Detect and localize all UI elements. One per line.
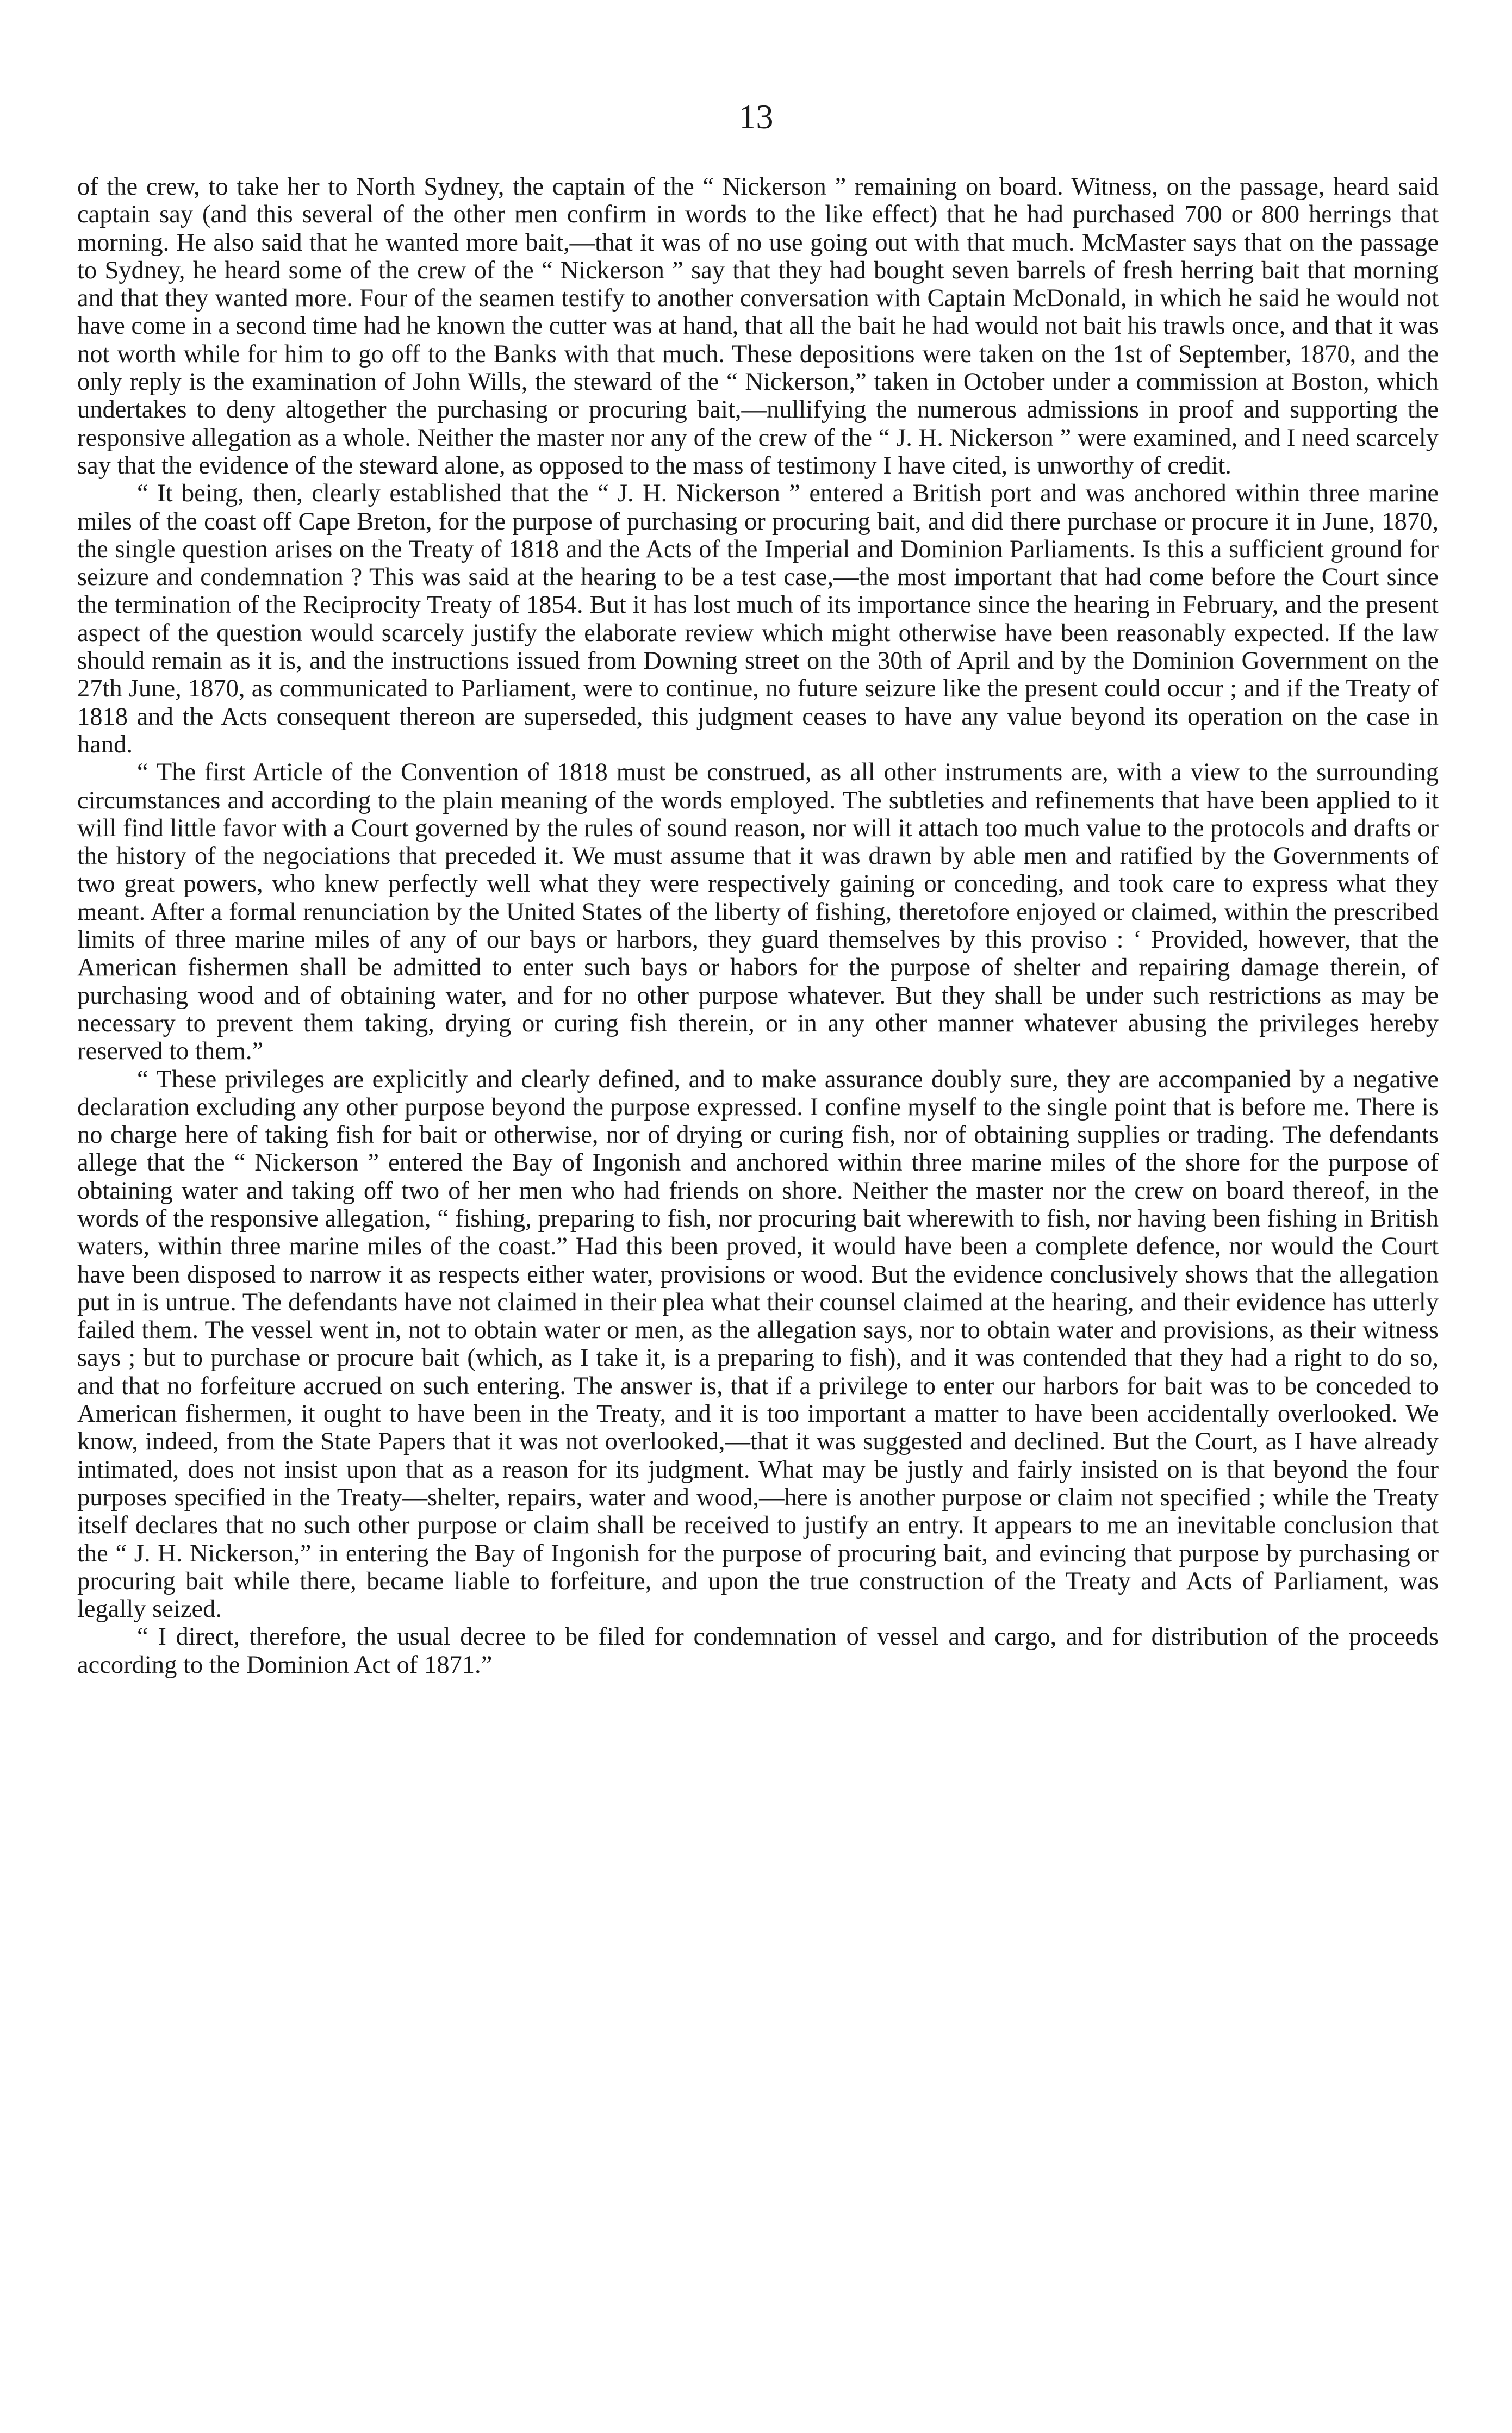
paragraph-clearly-established: “ It being, then, clearly established that the “ J. H. Nickerson ” entered a British port and was anchored within three marine miles of the coast off Cape Breton, for the purpose of purchasing or procuring bait, and did there purchase or procure it in June, 1870, the single question arises on the Treaty of 1818 and the Acts of the Imperial and Dominion Parliaments. Is this a sufficient ground for seizure and condemnation ? This was said at the hearing to be a test case,—the most important that had come before the Court since the termination of the Reciprocity Treaty of 1854. But it has lost much of its importance since the hearing in February, and the present aspect of the question would scarcely justify the elaborate review which might otherwise have been reasonably expected. If the law should remain as it is, and the instructions issued from Downing street on the 30th of April and by the Dominion Government on the 27th June, 1870, as communicated to Parliament, were to continue, no future seizure like the present could occur ; and if the Treaty of 1818 and the Acts consequent thereon are superseded, this judgment ceases to have any value beyond its operation on the case in hand. bbox=[77, 480, 1439, 758]
paragraph-continuation: of the crew, to take her to North Sydney, the captain of the “ Nickerson ” remaining on board. Witness, on the passage, heard said captain say (and this several of the other men confirm in words to the like effect) that he had purchased 700 or 800 herrings that morning. He also said that he wanted more bait,—that it was of no use going out with that much. McMaster says that on the passage to Sydney, he heard some of the crew of the “ Nickerson ” say that they had bought seven barrels of fresh herring bait that morning and that they wanted more. Four of the seamen testify to another conversation with Captain McDonald, in which he said he would not have come in a second time had he known the cutter was at hand, that all the bait he had would not bait his trawls once, and that it was not worth while for him to go off to the Banks with that much. These depositions were taken on the 1st of September, 1870, and the only reply is the examination of John Wills, the steward of the “ Nickerson,” taken in October under a commission at Boston, which undertakes to deny altogether the purchasing or procuring bait,—nullifying the numerous admissions in proof and supporting the responsive allegation as a whole. Neither the master nor any of the crew of the “ J. H. Nickerson ” were examined, and I need scarcely say that the evidence of the steward alone, as opposed to the mass of testimony I have cited, is unworthy of credit. bbox=[77, 173, 1439, 480]
paragraph-decree: “ I direct, therefore, the usual decree to be filed for condemnation of vessel and cargo, and for distribution of the proceeds according to the Dominion Act of 1871.” bbox=[77, 1623, 1439, 1679]
paragraph-convention-1818: “ The first Article of the Convention of 1818 must be construed, as all other instruments are, with a view to the surrounding circumstances and according to the plain meaning of the words employed. The subtleties and refinements that have been applied to it will find little favor with a Court governed by the rules of sound reason, nor will it attach too much value to the protocols and drafts or the history of the negociations that preceded it. We must assume that it was drawn by able men and ratified by the Governments of two great powers, who knew perfectly well what they were respectively gaining or conceding, and took care to express what they meant. After a formal renunciation by the United States of the liberty of fishing, theretofore enjoyed or claimed, within the prescribed limits of three marine miles of any of our bays or harbors, they guard themselves by this proviso : ‘ Provided, however, that the American fishermen shall be admitted to enter such bays or habors for the purpose of shelter and repairing damage therein, of purchasing wood and of obtaining water, and for no other purpose whatever. But they shall be under such restrictions as may be necessary to prevent them taking, drying or curing fish therein, or in any other manner whatever abusing the privileges hereby reserved to them.” bbox=[77, 758, 1439, 1066]
body-text bbox=[77, 173, 1439, 1679]
paragraph-privileges-defined: “ These privileges are explicitly and clearly defined, and to make assurance doubly sure, they are accompanied by a negative declaration excluding any other purpose beyond the purpose expressed. I confine myself to the single point that is before me. There is no charge here of taking fish for bait or otherwise, nor of drying or curing fish, nor of obtaining supplies or trading. The defendants allege that the “ Nickerson ” entered the Bay of Ingonish and anchored within three marine miles of the shore for the purpose of obtaining water and taking off two of her men who had friends on shore. Neither the master nor the crew on board thereof, in the words of the responsive allegation, “ fishing, preparing to fish, nor procuring bait wherewith to fish, nor having been fishing in British waters, within three marine miles of the coast.” Had this been proved, it would have been a complete defence, nor would the Court have been disposed to narrow it as respects either water, provisions or wood. But the evidence conclusively shows that the allegation put in is untrue. The defendants have not claimed in their plea what their counsel claimed at the hearing, and their evidence has utterly failed them. The vessel went in, not to obtain water or men, as the allegation says, nor to obtain water and provisions, as their witness says ; but to purchase or procure bait (which, as I take it, is a preparing to fish), and it was contended that they had a right to do so, and that no forfeiture accrued on such entering. The answer is, that if a privilege to enter our harbors for bait was to be conceded to American fishermen, it ought to have been in the Treaty, and it is too important a matter to have been accidentally overlooked. We know, indeed, from the State Papers that it was not overlooked,—that it was suggested and declined. But the Court, as I have already intimated, does not insist upon that as a reason for its judgment. What may be justly and fairly insisted on is that beyond the four purposes specified in the Treaty—shelter, repairs, water and wood,—here is another purpose or claim not specified ; while the Treaty itself declares that no such other purpose or claim shall be received to justify an entry. It appears to me an inevitable conclusion that the “ J. H. Nickerson,” in entering the Bay of Ingonish for the purpose of procuring bait, and evincing that purpose by purchasing or procuring bait while there, became liable to forfeiture, and upon the true construction of the Treaty and Acts of Parliament, was legally seized. bbox=[77, 1065, 1439, 1623]
page-number: 13 bbox=[738, 97, 774, 136]
